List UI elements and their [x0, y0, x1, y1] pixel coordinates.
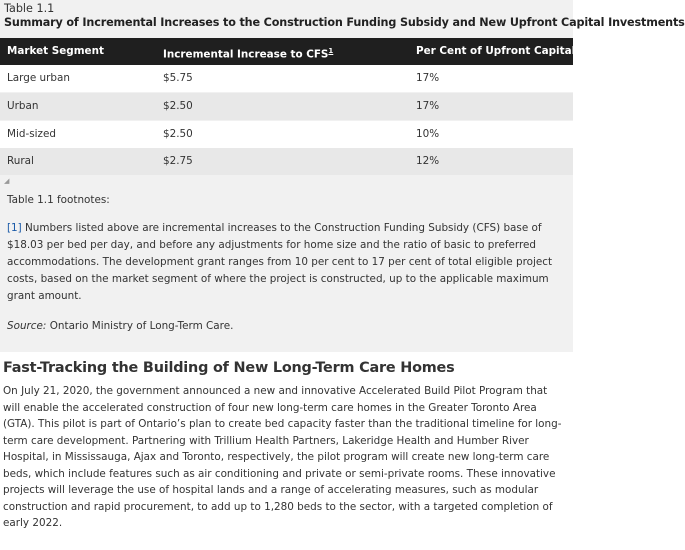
cell-percent: 10% [416, 128, 440, 140]
header-footnote-ref[interactable]: 1 [328, 47, 334, 55]
paragraph-line: On July 21, 2020, the government announced a new and innovative Accelerated Build Pilot Program that [3, 385, 548, 397]
footnote-line: grant amount. [7, 290, 82, 302]
paragraph-line: beds, which include features such as air conditioning and private or semi-private rooms. These innovative [3, 467, 556, 480]
paragraph-line: term care development. Partnering with Trillium Health Partners, Lakeridge Health and Humber River [3, 434, 529, 447]
table-row [0, 65, 573, 92]
table-number: Table 1.1 [4, 2, 55, 15]
cell-segment: Large urban [7, 72, 70, 84]
table-source [7, 318, 233, 334]
footnote-back-link[interactable]: [1] [7, 222, 22, 234]
footnote-line: [1] Numbers listed above are incremental increases to the Construction Funding Subsidy (CFS) base of [7, 222, 542, 234]
cell-increase: $2.75 [163, 155, 193, 167]
table-header-row [0, 38, 576, 65]
paragraph-line: will enable the accelerated construction of four new long-term care homes in the Greater Toronto Area [3, 401, 537, 414]
cell-segment: Rural [7, 155, 34, 167]
section-heading: Fast-Tracking the Building of New Long-Term Care Homes [3, 360, 455, 376]
table-row [0, 93, 573, 120]
cell-increase: $2.50 [163, 128, 193, 140]
footnote-1 [7, 220, 553, 305]
cell-segment: Mid-sized [7, 128, 56, 140]
footnote-line: costs, based on the market segment of where the project is constructed, up to the applicable maximum [7, 273, 549, 285]
table-row [0, 148, 573, 175]
resize-handle-icon[interactable]: ◢ [4, 177, 10, 185]
cell-percent: 17% [416, 72, 440, 84]
section-paragraph [3, 383, 562, 532]
footnote-line: accommodations. The development grant ranges from 10 per cent to 17 per cent of total eligible project [7, 256, 553, 268]
cell-increase: $2.50 [163, 100, 193, 112]
header-incremental-increase: Incremental Increase to CFS$^1$ [163, 47, 334, 61]
cell-segment: Urban [7, 100, 39, 112]
paragraph-line: (GTA). This pilot is part of Ontario’s plan to create bed capacity faster than the traditional timeline for long- [3, 418, 562, 430]
source-text: Ontario Ministry of Long-Term Care. [46, 320, 234, 332]
footnote-line: $18.03 per bed per day, and before any adjustments for home size and the ratio of basic to preferred [7, 239, 537, 251]
footnotes-heading: Table 1.1 footnotes: [7, 194, 110, 206]
paragraph-line: Hospital, in Mississauga, Ajax and Toronto, respectively, the pilot program will create new long-term care [3, 451, 550, 463]
header-market-segment: Market Segment [7, 45, 104, 57]
paragraph-line: early 2022. [3, 517, 63, 529]
cell-increase: $5.75 [163, 72, 193, 84]
paragraph-line: projects will leverage the use of hospital lands and a range of accelerating measures, such as modular [3, 484, 539, 496]
table-row [0, 121, 573, 148]
paragraph-line: construction and rapid procurement, to add up to 1,280 beds to the sector, with a targeted completion of [3, 500, 553, 513]
cell-percent: 12% [416, 155, 440, 167]
cell-percent: 17% [416, 100, 440, 112]
header-percent-upfront: Per Cent of Upfront Capital [416, 45, 576, 57]
table-title: Summary of Incremental Increases to the Construction Funding Subsidy and New Upfront Capital Investments [4, 16, 685, 29]
source-label: Source: [7, 320, 47, 332]
